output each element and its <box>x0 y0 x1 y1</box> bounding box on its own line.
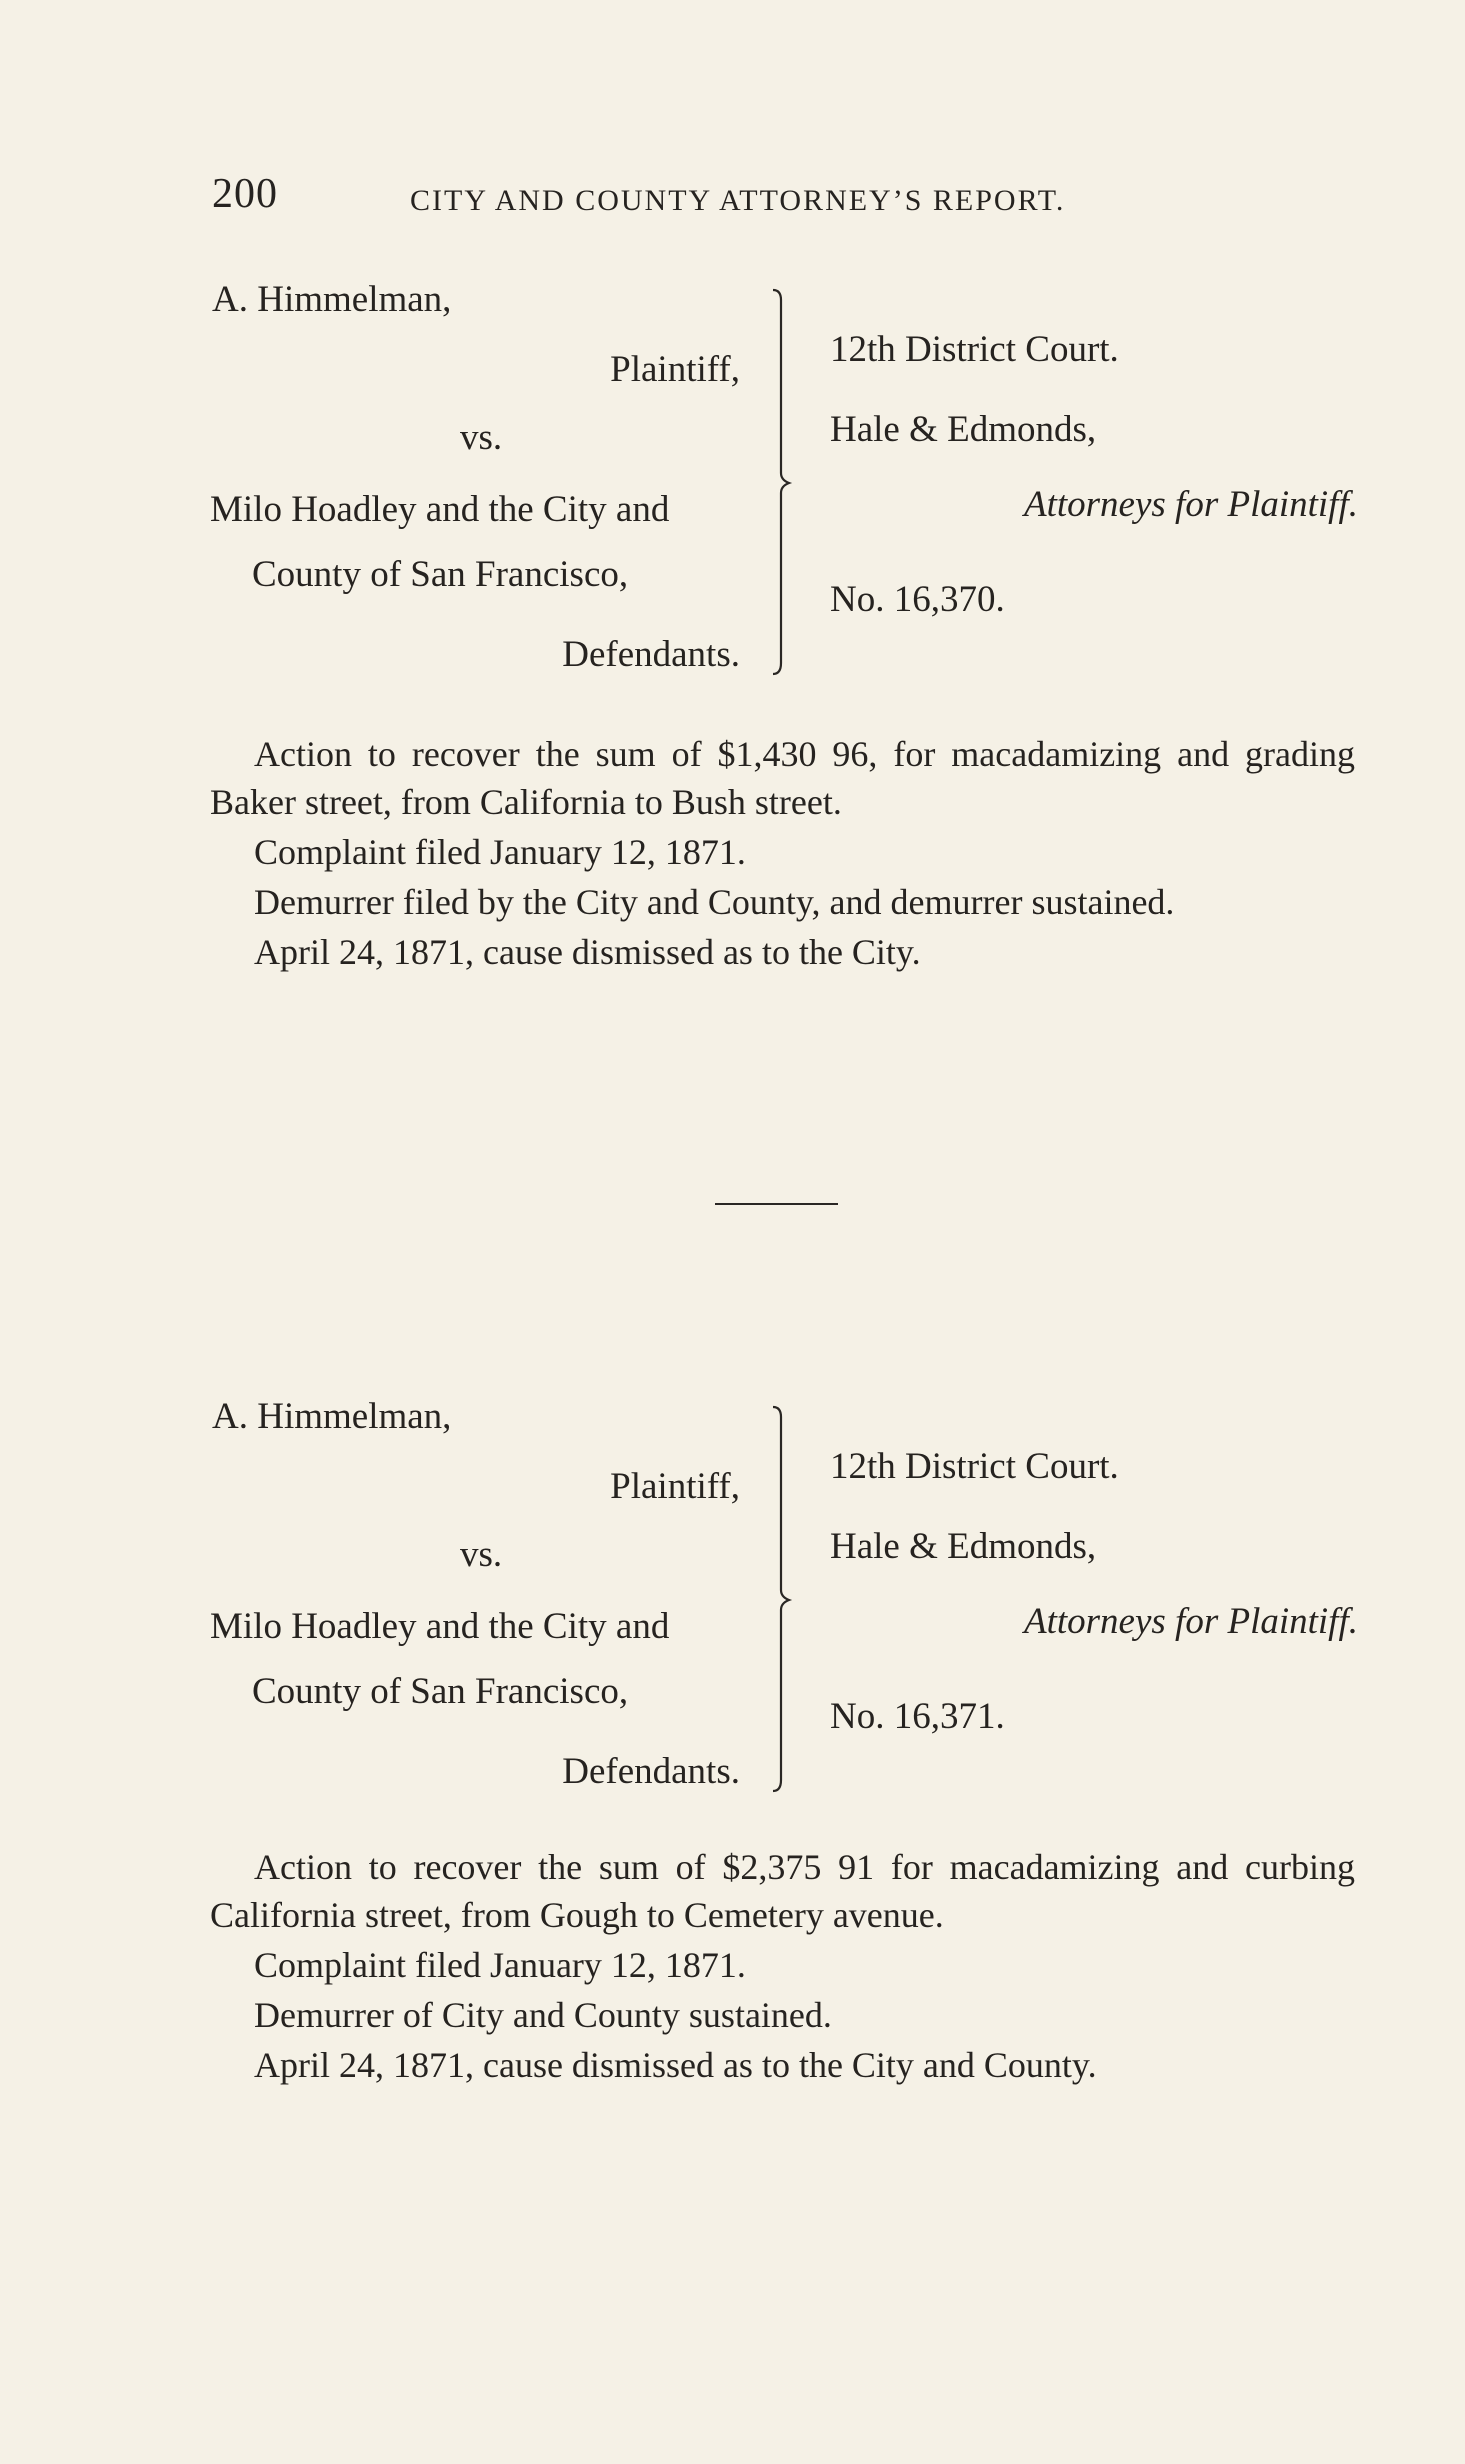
running-title: CITY AND COUNTY ATTORNEY’S REPORT. <box>410 184 1066 217</box>
page-number: 200 <box>212 171 278 217</box>
defendant-name-line: County of San Francisco, <box>252 1671 629 1712</box>
case-number: No. 16,371. <box>830 1696 1005 1737</box>
attorneys-role: Attorneys for Plaintiff. <box>1023 484 1358 525</box>
summary-paragraph: April 24, 1871, cause dismissed as to the City and County. <box>254 2045 1097 2085</box>
attorneys-name: Hale & Edmonds, <box>830 1526 1097 1567</box>
summary-paragraph: April 24, 1871, cause dismissed as to the City. <box>254 932 921 972</box>
defendant-label: Defendants. <box>562 1751 740 1792</box>
caption-brace <box>765 288 795 678</box>
plaintiff-label: Plaintiff, <box>610 349 740 390</box>
defendant-name-line: County of San Francisco, <box>252 554 629 595</box>
parties-column <box>210 278 740 678</box>
summary-paragraph: Complaint filed January 12, 1871. <box>254 1945 746 1985</box>
court-column <box>828 278 1388 678</box>
case-caption <box>210 1395 1370 1815</box>
plaintiff-name: A. Himmelman, <box>212 1396 452 1437</box>
section-divider <box>715 1203 838 1205</box>
summary-paragraph: Complaint filed January 12, 1871. <box>254 832 746 872</box>
defendant-name-line: Milo Hoadley and the City and <box>210 489 670 530</box>
case-summary <box>210 730 1355 976</box>
court-name: 12th District Court. <box>830 1446 1119 1487</box>
defendant-label: Defendants. <box>562 634 740 675</box>
parties-column <box>210 1395 740 1795</box>
summary-paragraph: Action to recover the sum of $1,430 96, for macadamizing and grading Baker street, from California to Bush street. <box>210 734 1355 822</box>
running-header <box>212 170 1212 230</box>
defendant-name-line: Milo Hoadley and the City and <box>210 1606 670 1647</box>
case-number: No. 16,370. <box>830 579 1005 620</box>
case-caption <box>210 278 1370 698</box>
versus-label: vs. <box>460 1534 503 1575</box>
attorneys-role: Attorneys for Plaintiff. <box>1023 1601 1358 1642</box>
versus-label: vs. <box>460 417 503 458</box>
summary-paragraph: Demurrer filed by the City and County, and demurrer sustained. <box>254 882 1175 922</box>
summary-paragraph: Demurrer of City and County sustained. <box>254 1995 832 2035</box>
court-column <box>828 1395 1388 1795</box>
summary-paragraph: Action to recover the sum of $2,375 91 for macadamizing and curbing California street, from Gough to Cemetery avenue. <box>210 1847 1355 1935</box>
case-summary <box>210 1843 1355 2089</box>
plaintiff-name: A. Himmelman, <box>212 279 452 320</box>
caption-brace <box>765 1405 795 1795</box>
plaintiff-label: Plaintiff, <box>610 1466 740 1507</box>
court-name: 12th District Court. <box>830 329 1119 370</box>
attorneys-name: Hale & Edmonds, <box>830 409 1097 450</box>
